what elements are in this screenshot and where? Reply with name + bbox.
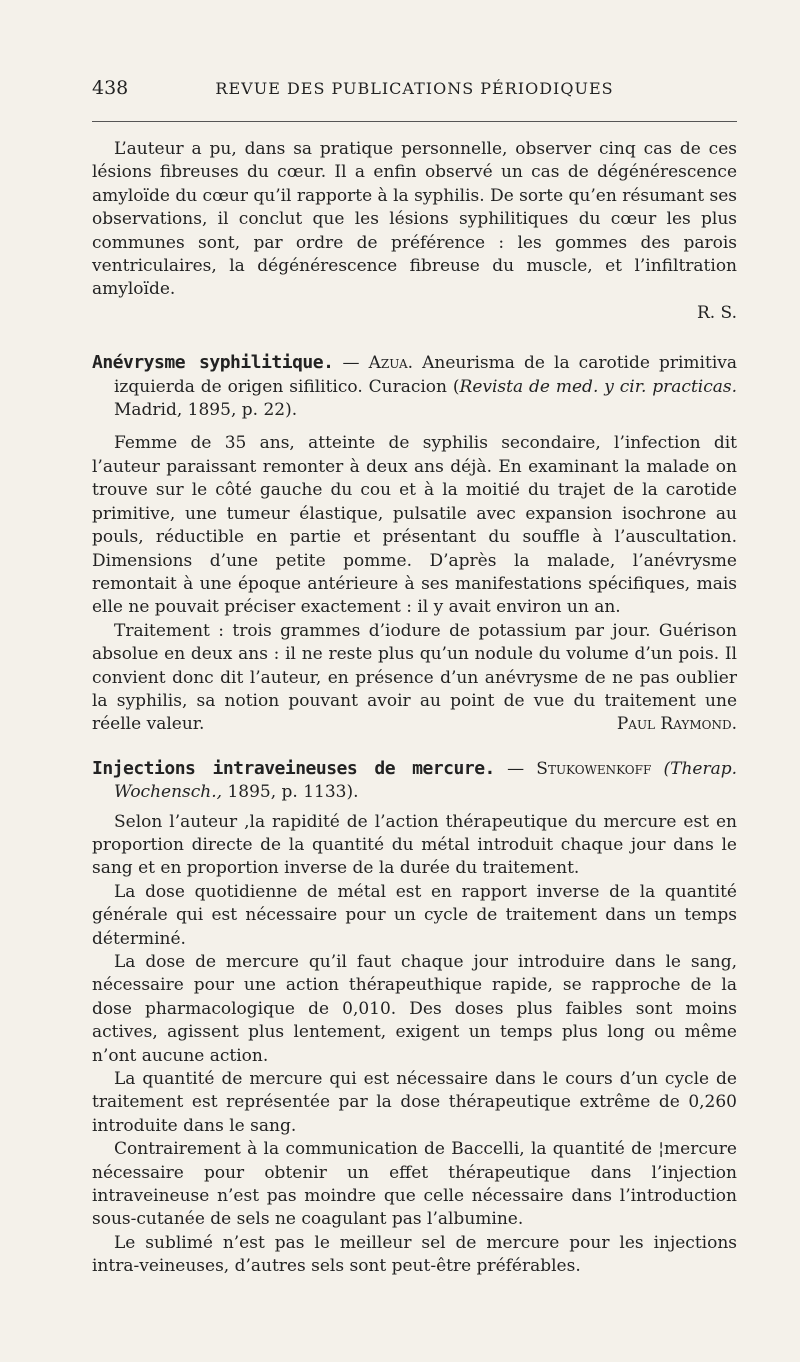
section2-heading xyxy=(92,351,737,422)
section2-dash: — xyxy=(333,353,369,374)
section3-title: Injections intraveineuses de mercure. xyxy=(92,757,495,779)
section3-paragraph-4: La quantité de mercure qui est nécessaire dans le cours d’un cycle de traitement est représentée par la dose thérapeutique extrême de 0,260 introduite dans le sang. xyxy=(92,1069,737,1136)
section2-paragraph-2-text: Traitement : trois grammes d’iodure de potassium par jour. Guérison absolue en deux ans : il ne reste plus qu’un nodule du volume d’un pois. Il convient donc dit l’auteur, en présence d’un anévrysme de ne pas oublier la syphilis, sa notion pouvant avoir au point de vue du traitement une réelle valeur. xyxy=(92,620,737,735)
section3-paragraph-2: La dose quotidienne de métal est en rapport inverse de la quantité générale qui est nécessaire pour un cycle de traitement dans un temps déterminé. xyxy=(92,881,737,949)
section2-paragraph-1: Femme de 35 ans, atteinte de syphilis secondaire, l’infection dit l’auteur paraissant remonter à deux ans déjà. En examinant la malade on trouve sur le côté gauche du cou et à la moitié du trajet de la carotide primitive, une tumeur élastique, pulsatile avec expansion isochrone au pouls, réductible en partie et présentant du souffle à l’auscultation. Dimensions d’une petite pomme. D’après la malade, l’anévrysme remontait à une époque antérieure à ses manifestations spécifiques, mais elle ne pouvait préciser exactement : il y avait environ un an. xyxy=(92,433,737,618)
section2-paragraph-2 xyxy=(92,620,737,737)
section2-title: Anévrysme syphilitique. xyxy=(92,352,334,374)
section2-ref-journal: Revista de med. y cir. practicas. xyxy=(459,376,738,397)
section3-author: Stukowenkoff xyxy=(536,758,652,779)
section3-dash: — xyxy=(494,758,537,779)
page-header xyxy=(92,77,737,105)
section2-ref-end: Madrid, 1895, p. 22). xyxy=(114,400,298,421)
header-rule xyxy=(92,121,737,122)
section3-paragraph-1: Selon l’auteur ,la rapidité de l’action thérapeutique du mercure est en proportion directe de la quantité du métal introduit chaque jour dans le sang et en proportion inverse de la durée du traitement. xyxy=(92,811,737,879)
running-title: REVUE DES PUBLICATIONS PÉRIODIQUES xyxy=(215,79,614,98)
section2-ref-text: . Aneurisma de la carotide primitiva izquierda de origen sifilitico. Curacion ( xyxy=(114,353,737,397)
section2-author: Azua xyxy=(368,353,408,374)
section3-paragraph-6: Le sublimé n’est pas le meilleur sel de mercure pour les injections intra-veineuses, d’autres sels sont peut-être préférables. xyxy=(92,1232,737,1277)
section1-signature: R. S. xyxy=(696,302,737,323)
section1-paragraph: L’auteur a pu, dans sa pratique personnelle, observer cinq cas de ces lésions fibreuses du cœur. Il a enfin observé un cas de dégénérescence amyloïde du cœur qu’il rapporte à la syphilis. De sorte qu’en résumant ses observations, il conclut que les lésions syphilitiques du cœur les plus communes sont, par ordre de préférence : les gommes des parois ventriculaires, la dégénérescence fibreuse du muscle, et l’infiltration amyloïde. xyxy=(92,139,738,300)
section3-paragraph-3: La dose de mercure qu’il faut chaque jour introduire dans le sang, nécessaire pour une action thérapeuthique rapide, se rapproche de la dose pharmacologique de 0,010. Des doses plus faibles sont moins actives, agissent plus lentement, exigent un temps plus long ou même n’ont aucune action. xyxy=(92,952,737,1066)
article-body xyxy=(92,138,737,1279)
page-number: 438 xyxy=(92,77,129,99)
section3-paragraph-5: Contrairement à la communication de Baccelli, la quantité de ¦mercure nécessaire pour obtenir un effet thérapeutique dans l’injection intraveineuse n’est pas moindre que celle nécessaire dans l’introduction sous-cutanée de sels ne coagulant pas l’albumine. xyxy=(92,1139,737,1230)
section2-signature: Paul Raymond. xyxy=(616,714,737,735)
section3-heading xyxy=(92,757,737,805)
section3-ref-journal: (Therap. Wochensch., xyxy=(114,758,738,803)
section3-ref-end: 1895, p. 1133). xyxy=(222,782,359,803)
